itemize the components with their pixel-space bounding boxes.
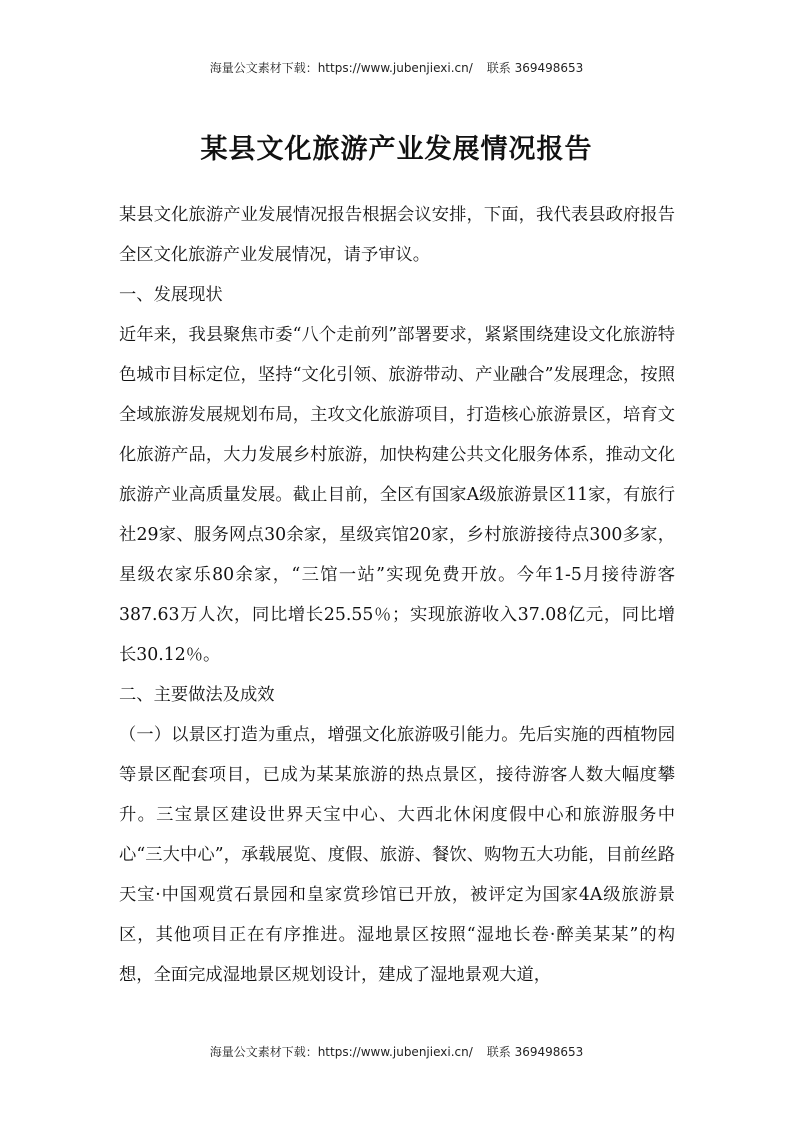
intro-paragraph: 某县文化旅游产业发展情况报告根据会议安排，下面，我代表县政府报告全区文化旅游产业发展情况，请予审议。 (119, 205, 675, 265)
header-contact-text: 联系 369498653 (486, 61, 584, 75)
measures-paragraph: （一）以景区打造为重点，增强文化旅游吸引能力。先后实施的西植物园等景区配套项目，已成为某某旅游的热点景区，接待游客人数大幅度攀升。三宝景区建设世界天宝中心、大西北休闲度假中心和旅游服务中心“三大中心”，承载展览、度假、旅游、餐饮、购物五大功能，目前丝路天宝·中国观赏石景园和皇家赏珍馆已开放，被评定为国家4A级旅游景区，其他项目正在有序推进。湿地景区按照“湿地长卷·醉美某某”的构想，全面完成湿地景区规划设计，建成了湿地景观大道， (119, 725, 675, 985)
document-title: 某县文化旅游产业发展情况报告 (200, 134, 593, 165)
header-download-text: 海量公文素材下载：https://www.jubenjiexi.cn/ (209, 61, 473, 75)
section-heading-measures: 二、主要做法及成效 (119, 685, 275, 705)
document-body (119, 195, 675, 995)
status-paragraph: 近年来，我县聚焦市委“八个走前列”部署要求，紧紧围绕建设文化旅游特色城市目标定位，坚持“文化引领、旅游带动、产业融合”发展理念，按照全域旅游发展规划布局，主攻文化旅游项目，打造核心旅游景区，培育文化旅游产品，大力发展乡村旅游，加快构建公共文化服务体系，推动文化旅游产业高质量发展。截止目前，全区有国家A级旅游景区11家，有旅行社29家、服务网点30余家，星级宾馆20家，乡村旅游接待点300多家，星级农家乐80余家，“三馆一站”实现免费开放。今年1-5月接待游客387.63万人次，同比增长25.55％；实现旅游收入37.08亿元，同比增长30.12％。 (119, 325, 675, 665)
footer-download-text: 海量公文素材下载：https://www.jubenjiexi.cn/ (209, 1045, 473, 1059)
footer-contact-text: 联系 369498653 (486, 1045, 584, 1059)
section-heading-status: 一、发展现状 (119, 285, 223, 305)
page-header (0, 59, 793, 76)
page-footer (0, 1043, 793, 1060)
